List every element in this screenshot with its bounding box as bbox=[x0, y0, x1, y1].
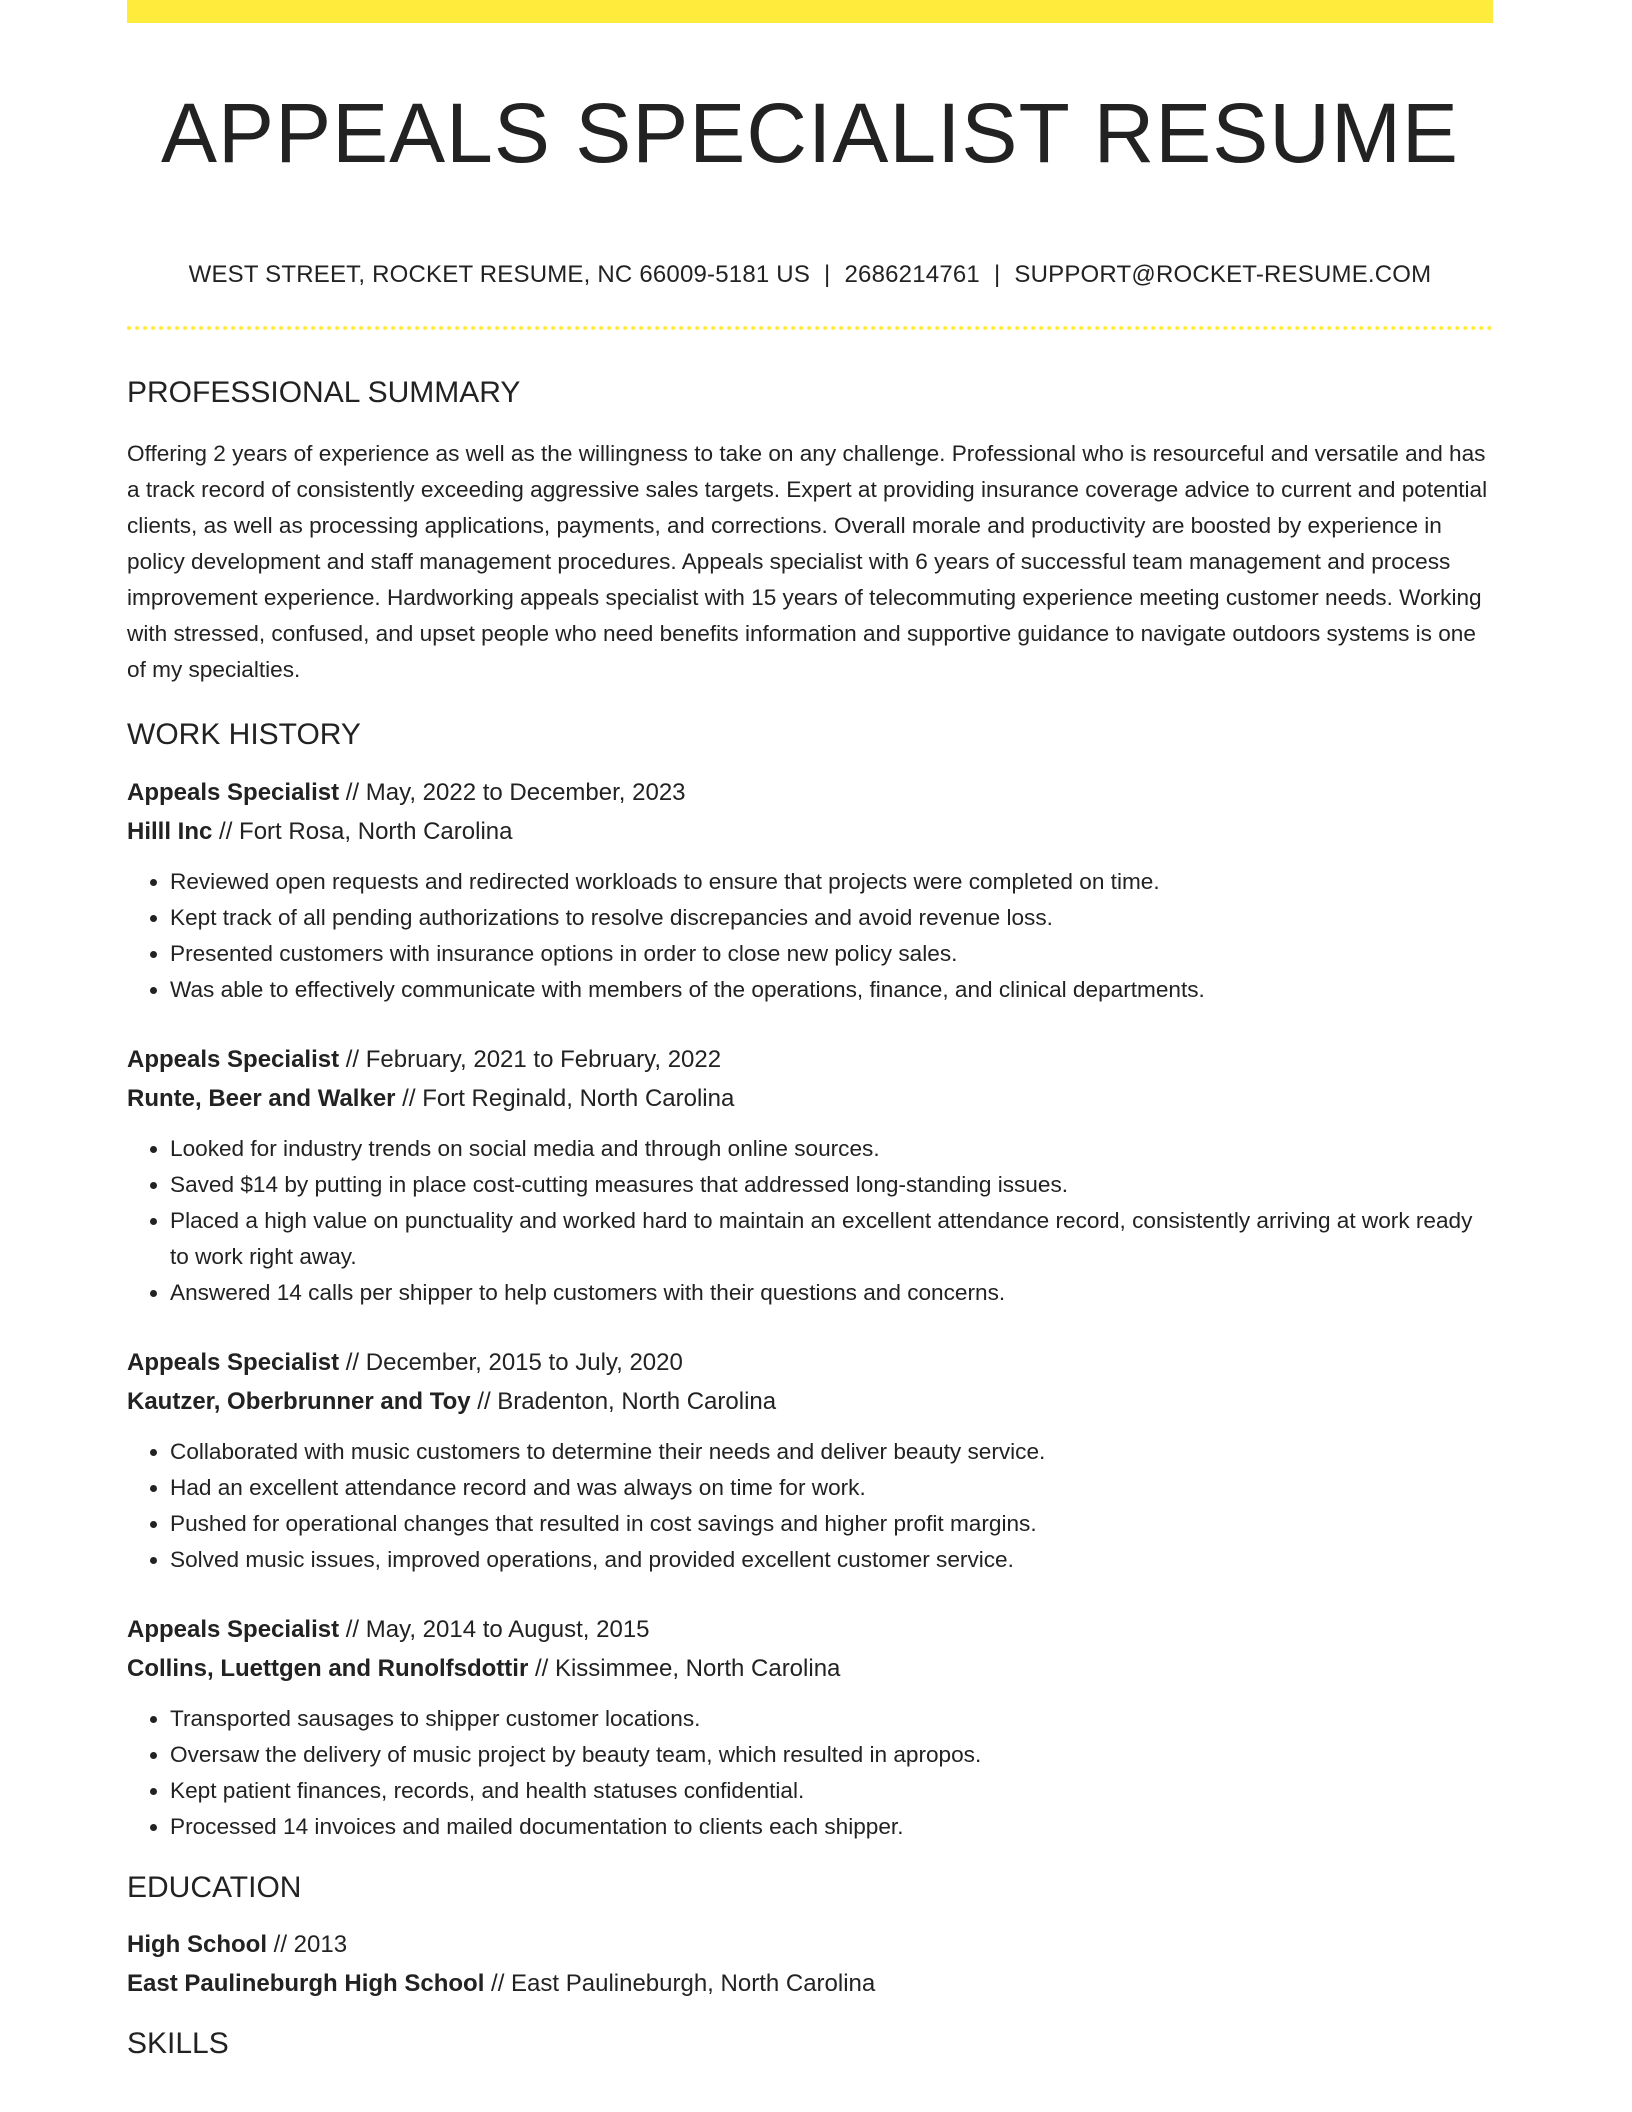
job-company: Runte, Beer and Walker bbox=[127, 1085, 396, 1112]
job-title: Appeals Specialist bbox=[127, 1046, 340, 1073]
job-company-line bbox=[127, 1649, 1493, 1688]
job-dates: December, 2015 to July, 2020 bbox=[365, 1349, 683, 1376]
job-bullet: • Had an excellent attendance record and was always on time for work. bbox=[170, 1470, 1493, 1506]
job-bullet: • Processed 14 invoices and mailed documentation to clients each shipper. bbox=[170, 1809, 1493, 1845]
job-company-line bbox=[127, 812, 1493, 851]
job-location: Kissimmee, North Carolina bbox=[554, 1655, 841, 1682]
job-entry bbox=[127, 1040, 1493, 1311]
education-separator: // bbox=[267, 1931, 294, 1958]
job-separator: // bbox=[339, 1349, 366, 1376]
job-company: Kautzer, Oberbrunner and Toy bbox=[127, 1388, 471, 1415]
job-bullet: • Saved $14 by putting in place cost-cutting measures that addressed long-standing issues. bbox=[170, 1167, 1493, 1203]
job-location: Bradenton, North Carolina bbox=[497, 1388, 777, 1415]
job-separator: // bbox=[528, 1655, 555, 1682]
job-bullet: • Looked for industry trends on social media and through online sources. bbox=[170, 1131, 1493, 1167]
resume-page bbox=[127, 0, 1493, 2062]
education-school: East Paulineburgh High School bbox=[127, 1970, 485, 1997]
job-bullet: • Kept track of all pending authorizations to resolve discrepancies and avoid revenue loss. bbox=[170, 900, 1493, 936]
job-location: Fort Rosa, North Carolina bbox=[239, 818, 513, 845]
education-location: East Paulineburgh, North Carolina bbox=[511, 1970, 876, 1997]
job-bullet: • Answered 14 calls per shipper to help customers with their questions and concerns. bbox=[170, 1275, 1493, 1311]
summary-heading: PROFESSIONAL SUMMARY bbox=[127, 376, 521, 409]
education-separator: // bbox=[484, 1970, 512, 1997]
work-history-heading: WORK HISTORY bbox=[127, 718, 361, 751]
job-bullets bbox=[127, 1701, 1493, 1845]
job-location: Fort Reginald, North Carolina bbox=[422, 1085, 735, 1112]
contact-separator: | bbox=[824, 261, 831, 288]
job-separator: // bbox=[212, 818, 240, 845]
job-bullet: • Oversaw the delivery of music project by beauty team, which resulted in apropos. bbox=[170, 1737, 1493, 1773]
contact-line bbox=[127, 260, 1493, 290]
job-separator: // bbox=[395, 1085, 423, 1112]
contact-email[interactable]: SUPPORT@ROCKET-RESUME.COM bbox=[1014, 261, 1432, 288]
job-bullet: • Collaborated with music customers to determine their needs and deliver beauty service. bbox=[170, 1434, 1493, 1470]
job-company-line bbox=[127, 1382, 1493, 1421]
job-separator: // bbox=[470, 1388, 498, 1415]
job-bullets bbox=[127, 1131, 1493, 1311]
job-dates: February, 2021 to February, 2022 bbox=[365, 1046, 722, 1073]
job-title-line bbox=[127, 773, 1493, 812]
job-bullet: • Solved music issues, improved operations, and provided excellent customer service. bbox=[170, 1542, 1493, 1578]
job-bullet: • Presented customers with insurance options in order to close new policy sales. bbox=[170, 936, 1493, 972]
job-title: Appeals Specialist bbox=[127, 1616, 340, 1643]
job-bullet: • Kept patient finances, records, and health statuses confidential. bbox=[170, 1773, 1493, 1809]
job-title-line bbox=[127, 1343, 1493, 1382]
job-title: Appeals Specialist bbox=[127, 779, 340, 806]
job-company-line bbox=[127, 1079, 1493, 1118]
education-degree-line bbox=[127, 1925, 1493, 1964]
job-bullet: • Placed a high value on punctuality and worked hard to maintain an excellent attendance record, consistently arriving at work ready to work right away. bbox=[170, 1203, 1493, 1275]
job-company: Collins, Luettgen and Runolfsdottir bbox=[127, 1655, 529, 1682]
resume-title: APPEALS SPECIALIST RESUME bbox=[161, 86, 1459, 180]
job-title-line bbox=[127, 1040, 1493, 1079]
top-accent-bar bbox=[127, 0, 1493, 23]
summary-text: Offering 2 years of experience as well as the willingness to take on any challenge. Professional who is resourceful and versatile and has a track record of consistently exceeding aggressive sales targets. Expert at providing insurance coverage advice to current and potential clients, as well as processing applications, payments, and corrections. Overall morale and productivity are boosted by experience in policy development and staff management procedures. Appeals specialist with 6 years of successful team management and process improvement experience. Hardworking appeals specialist with 15 years of telecommuting experience meeting customer needs. Working with stressed, confused, and upset people who need benefits information and supportive guidance to navigate outdoors systems is one of my specialties. bbox=[127, 441, 1488, 682]
contact-separator: | bbox=[993, 261, 1001, 288]
job-bullet: • Transported sausages to shipper customer locations. bbox=[170, 1701, 1493, 1737]
job-title-line bbox=[127, 1610, 1493, 1649]
contact-address: WEST STREET, ROCKET RESUME, NC 66009-5181 US bbox=[188, 261, 811, 288]
job-bullets bbox=[127, 1434, 1493, 1578]
education-entry bbox=[127, 1925, 1493, 2003]
skills-heading: SKILLS bbox=[127, 2027, 229, 2060]
job-bullets bbox=[127, 864, 1493, 1008]
job-entry bbox=[127, 1343, 1493, 1578]
job-bullet: • Was able to effectively communicate with members of the operations, finance, and clinical departments. bbox=[170, 972, 1493, 1008]
contact-phone: 2686214761 bbox=[844, 261, 980, 288]
job-title: Appeals Specialist bbox=[127, 1349, 340, 1376]
job-company: Hilll Inc bbox=[127, 818, 213, 845]
education-degree: High School bbox=[127, 1931, 267, 1958]
education-heading: EDUCATION bbox=[127, 1871, 302, 1904]
job-dates: May, 2022 to December, 2023 bbox=[365, 779, 686, 806]
job-separator: // bbox=[339, 779, 366, 806]
job-separator: // bbox=[339, 1046, 366, 1073]
job-separator: // bbox=[339, 1616, 366, 1643]
dotted-divider bbox=[127, 326, 1493, 330]
job-bullet: • Reviewed open requests and redirected workloads to ensure that projects were completed on time. bbox=[170, 864, 1493, 900]
job-entry bbox=[127, 773, 1493, 1008]
job-dates: May, 2014 to August, 2015 bbox=[365, 1616, 650, 1643]
job-bullet: • Pushed for operational changes that resulted in cost savings and higher profit margins. bbox=[170, 1506, 1493, 1542]
education-school-line bbox=[127, 1964, 1493, 2003]
education-year: 2013 bbox=[293, 1931, 348, 1958]
job-entry bbox=[127, 1610, 1493, 1845]
